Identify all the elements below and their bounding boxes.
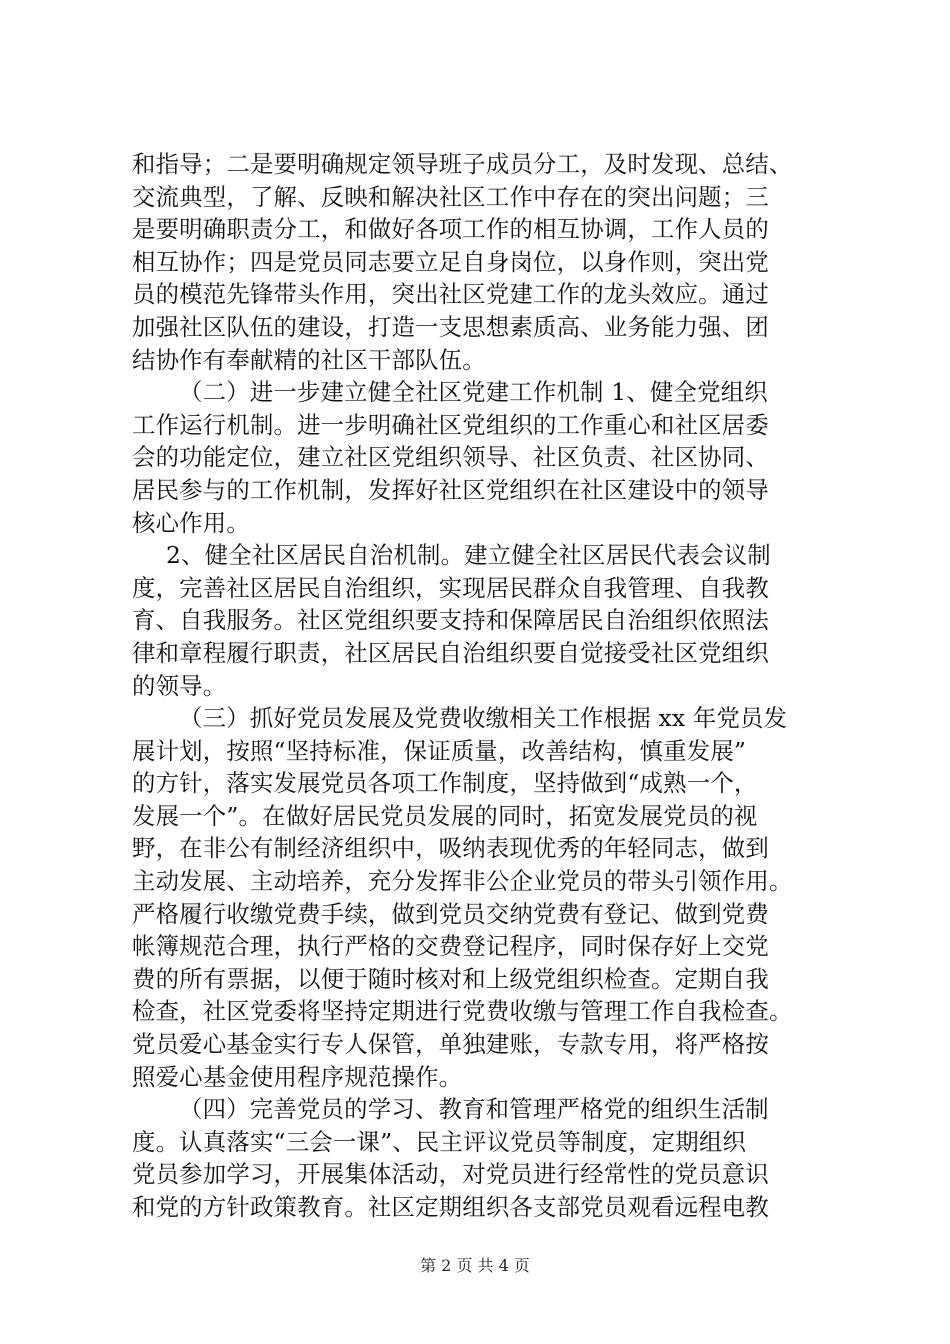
text-line: 展计划，按照“坚持标准，保证质量，改善结构，慎重发展” (132, 736, 747, 765)
text-line: 育、自我服务。社区党组织要支持和保障居民自治组织依照法 (132, 606, 769, 635)
paragraph-start-line: 2、健全社区居民自治机制。建立健全社区居民代表会议制 (166, 541, 771, 570)
text-line: 帐簿规范合理，执行严格的交费登记程序，同时保存好上交党 (132, 932, 769, 961)
text-line: 野，在非公有制经济组织中，吸纳表现优秀的年轻同志，做到 (132, 834, 769, 863)
text-line: 结协作有奉献精的社区干部队伍。 (132, 345, 486, 374)
text-line: 交流典型，了解、反映和解决社区工作中存在的突出问题；三 (132, 182, 769, 211)
text-line: 和党的方针政策教育。社区定期组织各支部党员观看远程电教 (132, 1193, 769, 1221)
text-line: 居民参与的工作机制，发挥好社区党组织在社区建设中的领导 (132, 475, 769, 504)
text-line: 核心作用。 (132, 508, 250, 537)
section-heading-line: （三）抓好党员发展及党费收缴相关工作根据 xx 年党员发 (179, 704, 788, 733)
text-line: 会的功能定位，建立社区党组织领导、社区负责、社区协同、 (132, 443, 769, 472)
text-line: 度。认真落实“三会一课”、民主评议党员等制度，定期组织 (132, 1127, 747, 1156)
text-line: 相互协作；四是党员同志要立足自身岗位，以身作则，突出党 (132, 247, 769, 276)
text-line: 加强社区队伍的建设，打造一支思想素质高、业务能力强、团 (132, 312, 769, 341)
text-line: 严格履行收缴党费手续，做到党员交纳党费有登记、做到党费 (132, 899, 769, 928)
text-line: 度，完善社区居民自治组织，实现居民群众自我管理、自我教 (132, 573, 769, 602)
text-line: 照爱心基金使用程序规范操作。 (132, 1062, 463, 1091)
section-heading-line: （二）进一步建立健全社区党建工作机制 1、健全党组织 (179, 378, 768, 407)
text-line: 员的模范先锋带头作用，突出社区党建工作的龙头效应。通过 (132, 280, 769, 309)
text-line: 费的所有票据，以便于随时核对和上级党组织检查。定期自我 (132, 964, 769, 993)
text-line: 发展一个”。在做好居民党员发展的同时，拓宽发展党员的视 (132, 801, 758, 830)
text-line: 工作运行机制。进一步明确社区党组织的工作重心和社区居委 (132, 410, 769, 439)
text-line: 的领导。 (132, 671, 227, 700)
page-number-footer: 第 2 页 共 4 页 (420, 1256, 530, 1275)
section-heading-line: （四）完善党员的学习、教育和管理严格党的组织生活制 (179, 1095, 769, 1124)
text-line: 的方针，落实发展党员各项工作制度，坚持做到“成熟一个， (132, 769, 758, 798)
text-line: 检查，社区党委将坚持定期进行党费收缴与管理工作自我检查。 (132, 997, 793, 1026)
text-line: 党员参加学习，开展集体活动，对党员进行经常性的党员意识 (132, 1160, 769, 1189)
text-line: 是要明确职责分工，和做好各项工作的相互协调，工作人员的 (132, 215, 769, 244)
text-line: 主动发展、主动培养，充分发挥非公企业党员的带头引领作用。 (132, 867, 793, 896)
text-line: 党员爱心基金实行专人保管，单独建账，专款专用，将严格按 (132, 1030, 769, 1059)
text-line: 和指导；二是要明确规定领导班子成员分工，及时发现、总结、 (132, 150, 793, 178)
document-body (132, 148, 832, 1224)
text-line: 律和章程履行职责，社区居民自治组织要自觉接受社区党组织 (132, 638, 769, 667)
